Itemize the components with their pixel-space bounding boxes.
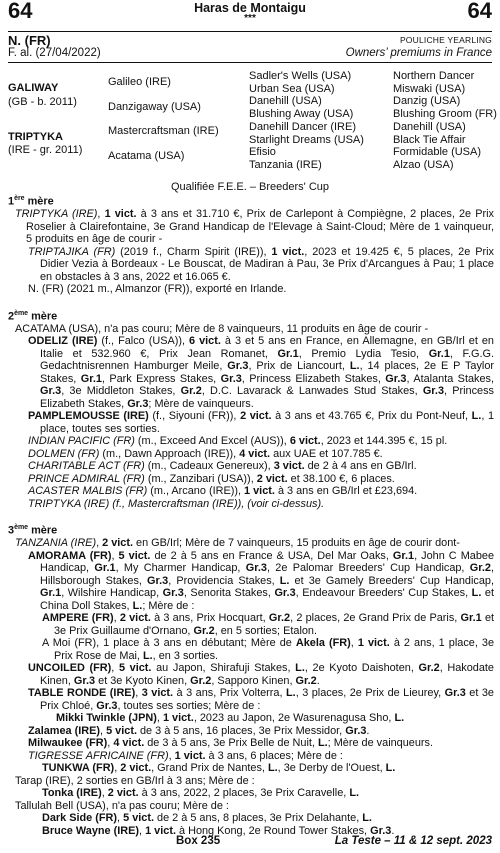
pedigree-gen3: Danehill Dancer (IRE) [249,120,356,133]
pedigree-sire: GALIWAY [8,82,59,94]
pedigree-gen3: Tanzania (IRE) [249,158,322,171]
footer-box-number: Box 235 [176,835,221,847]
horse-name: N. (FR) [8,33,51,48]
owners-premiums: Owners’ premiums in France [345,47,492,59]
produce-entry: PAMPLEMOUSSE (IRE) (f., Siyouni (FR)), 2 vict. à 3 ans et 43.765 €, Prix du Pont-Neuf, L., 1 place, toutes ses sorties. [28,410,494,435]
first-dam-heading: 1ère mère [8,195,54,208]
pedigree-gen3: Blushing Away (USA) [249,108,354,121]
pedigree-gen3: Efisio [249,146,276,159]
produce-entry: ODELIZ (IRE) (f., Falco (USA)), 6 vict. à 3 et 5 ans en France, en Allemagne, en GB/Irl et en Italie et 532.960 €, Prix Jean Romanet, Gr.1, Premio Lydia Tesio, Gr.1, F.G.G. Gedachtnisrennen Hamburger Meile, Gr.3, Prix de Liancourt, L., 14 places, 2e E P Taylor Stakes, Gr.1, Park Express Stakes, Gr.3, Princess Elizabeth Stakes, Gr.3, Atalanta Stakes, Gr.3, 3e Middleton Stakes, Gr.2, D.C. Lavarack & Lanwades Stud Stakes, Gr.3, Princess Elizabeth Stakes, Gr.3; Mère de vainqueurs. [28,335,495,410]
consignor-name: Haras de Montaigu [194,1,306,15]
pedigree-gen4: Black Tie Affair [393,133,466,146]
produce-entry: CHARITABLE ACT (FR) (m., Cadeaux Genereux), 3 vict. de 2 à 4 ans en GB/Irl. [28,460,417,473]
produce-entry: Tallulah Bell (USA), n'a pas couru; Mère de : [15,799,229,812]
pedigree-gen3: Urban Sea (USA) [249,82,335,95]
pedigree-gen2: Galileo (IRE) [108,76,171,88]
produce-entry: Tonka (IRE), 2 vict. à 3 ans, 2022, 2 places, 3e Prix Caravelle, L. [42,787,359,800]
produce-entry: N. (FR) (2021 m., Almanzor (FR)), exporté en Irlande. [28,283,287,296]
pedigree-gen4: Danehill (USA) [393,120,466,133]
pedigree-gen3: Sadler's Wells (USA) [249,70,352,82]
horse-birth: F. al. (27/04/2022) [8,47,101,59]
produce-entry: TRIPTAJIKA (FR) (2019 f., Charm Spirit (IRE)), 1 vict., 2023 et 19.425 €, 5 places, 2e Prix Didier Vezia à Bordeaux - Le Bouscat, de Madiran à Pau, 3e Prix d'Arcangues à Pau; 1 place en obstacles à 3 ans, 2022 et 16.065 €. [28,245,495,283]
produce-entry: Milwaukee (FR), 4 vict. de 3 à 5 ans, 3e Prix Belle de Nuit, L.; Mère de vainqueurs. [28,737,433,750]
produce-entry: TABLE RONDE (IRE), 3 vict. à 3 ans, Prix Volterra, L., 3 places, 2e Prix de Lieurey, Gr.3 et 3e Prix Chloé, Gr.3, toutes ses sorties; Mère de : [28,687,494,712]
first-dam-paragraph: TRIPTYKA (IRE), 1 vict. à 3 ans et 31.710 €, Prix de Carlepont à Compiègne, 2 places, 2e Prix Roselier à Clairefontaine, 3e Grand Handicap de l'Elevage à Saint-Cloud; Mère de 1 vainqueur, 5 produits en âge de courir - [15,208,494,246]
pedigree-gen4: Blushing Groom (FR) [393,108,497,121]
pedigree-gen2: Danzigaway (USA) [108,101,201,113]
footer-sale-info: La Teste – 11 & 12 sept. 2023 [334,835,492,847]
pedigree-gen2: Mastercraftsman (IRE) [108,125,219,137]
produce-entry: Zalamea (IRE), 5 vict. de 3 à 5 ans, 16 places, 3e Prix Messidor, Gr.3. [28,724,370,737]
produce-entry: Tarap (IRE), 2 sorties en GB/Irl à 3 ans; Mère de : [15,774,255,787]
pedigree-gen4: Alzao (USA) [393,158,454,171]
second-dam-paragraph: ACATAMA (USA), n'a pas couru; Mère de 8 vainqueurs, 11 produits en âge de courir - [15,322,429,335]
produce-entry: TRIPTYKA (IRE) (f., Mastercraftsman (IRE)), (voir ci-dessus). [28,497,325,510]
pedigree-gen3: Starlight Dreams (USA) [249,133,364,146]
pedigree-gen4: Danzig (USA) [393,95,461,108]
qualification-line: Qualifiée F.E.E. – Breeders' Cup [170,181,329,193]
pedigree-rule [8,62,492,63]
pedigree-gen3: Danehill (USA) [249,95,322,108]
produce-entry: UNCOILED (FR), 5 vict. au Japon, Shirafuji Stakes, L., 2e Kyoto Daishoten, Gr.2, Hakodate Kinen, Gr.3 et 3e Kyoto Kinen, Gr.2, Sapporo Kinen, Gr.2. [28,662,494,687]
pedigree-gen4: Northern Dancer [393,70,475,82]
produce-entry: Bruce Wayne (IRE), 1 vict. à Hong Kong, 2e Round Tower Stakes, Gr.3. [42,824,395,837]
produce-entry: PRINCE ADMIRAL (FR) (m., Zanzibari (USA)), 2 vict. et 38.100 €, 6 places. [28,472,395,485]
produce-entry: INDIAN PACIFIC (FR) (m., Exceed And Excel (AUS)), 6 vict., 2023 et 144.395 €, 15 pl. [28,435,448,448]
pedigree-dam: TRIPTYKA [8,131,63,143]
top-rule [8,31,492,32]
second-dam-heading: 2ème mère [8,309,58,323]
pedigree-sire-info: (GB - b. 2011) [8,96,77,108]
produce-entry: DOLMEN (FR) (m., Dawn Approach (IRE)), 4 vict. aux UAE et 107.785 €. [28,447,383,460]
third-dam-paragraph: TANZANIA (IRE), 2 vict. en GB/Irl; Mère de 7 vainqueurs, 15 produits en âge de courir dont- [15,537,460,550]
third-dam-heading: 3ème mère [8,524,58,537]
produce-entry: AMORAMA (FR), 5 vict. de 2 à 5 ans en France & USA, Del Mar Oaks, Gr.1, John C Mabee Handicap, Gr.1, My Charmer Handicap, Gr.3, 2e Palomar Breeders' Cup Handicap, Gr.2, Hillsborough Stakes, Gr.3, Providencia Stakes, L. et 3e Gamely Breeders' Cup Handicap, Gr.1, Wilshire Handicap, Gr.3, Senorita Stakes, Gr.3, Endeavour Breeders' Cup Stakes, L. et China Doll Stakes, L.; Mère de : [28,549,495,612]
produce-entry: Mikki Twinkle (JPN), 1 vict., 2023 au Japon, 2e Wasurenagusa Sho, L. [56,712,405,725]
produce-entry: AMPERE (FR), 2 vict. à 3 ans, Prix Hocquart, Gr.2, 2 places, 2e Grand Prix de Paris, Gr.1 et 3e Prix Guillaume d'Ornano, Gr.2, en 5 sorties; Etalon. [42,612,495,637]
pedigree-gen4: Formidable (USA) [393,146,482,159]
lot-number-right: 64 [467,0,492,23]
pedigree-dam-info: (IRE - gr. 2011) [8,144,83,156]
horse-sex-label: POULICHE YEARLING [399,35,492,45]
produce-entry: Dark Side (FR), 5 vict. de 2 à 5 ans, 8 places, 3e Prix Delahante, L. [42,812,372,825]
produce-entry: A Moi (FR), 1 place à 3 ans en débutant; Mère de Akela (FR), 1 vict. à 2 ans, 1 place, 3e Prix Rose de Mai, L., en 3 sorties. [42,637,495,662]
consignor-stars: *** [244,13,256,24]
pedigree-gen4: Miswaki (USA) [393,82,466,95]
pedigree-gen2: Acatama (USA) [108,150,185,162]
lot-number-left: 64 [8,0,33,23]
produce-entry: TUNKWA (FR), 2 vict., Grand Prix de Nantes, L., 3e Derby de l'Ouest, L. [42,762,396,775]
produce-entry: TIGRESSE AFRICAINE (FR), 1 vict. à 3 ans, 6 places; Mère de : [28,749,343,762]
produce-entry: ACASTER MALBIS (FR) (m., Arcano (IRE)), 1 vict. à 3 ans en GB/Irl et £23,694. [28,485,418,498]
produce-record [8,193,494,837]
